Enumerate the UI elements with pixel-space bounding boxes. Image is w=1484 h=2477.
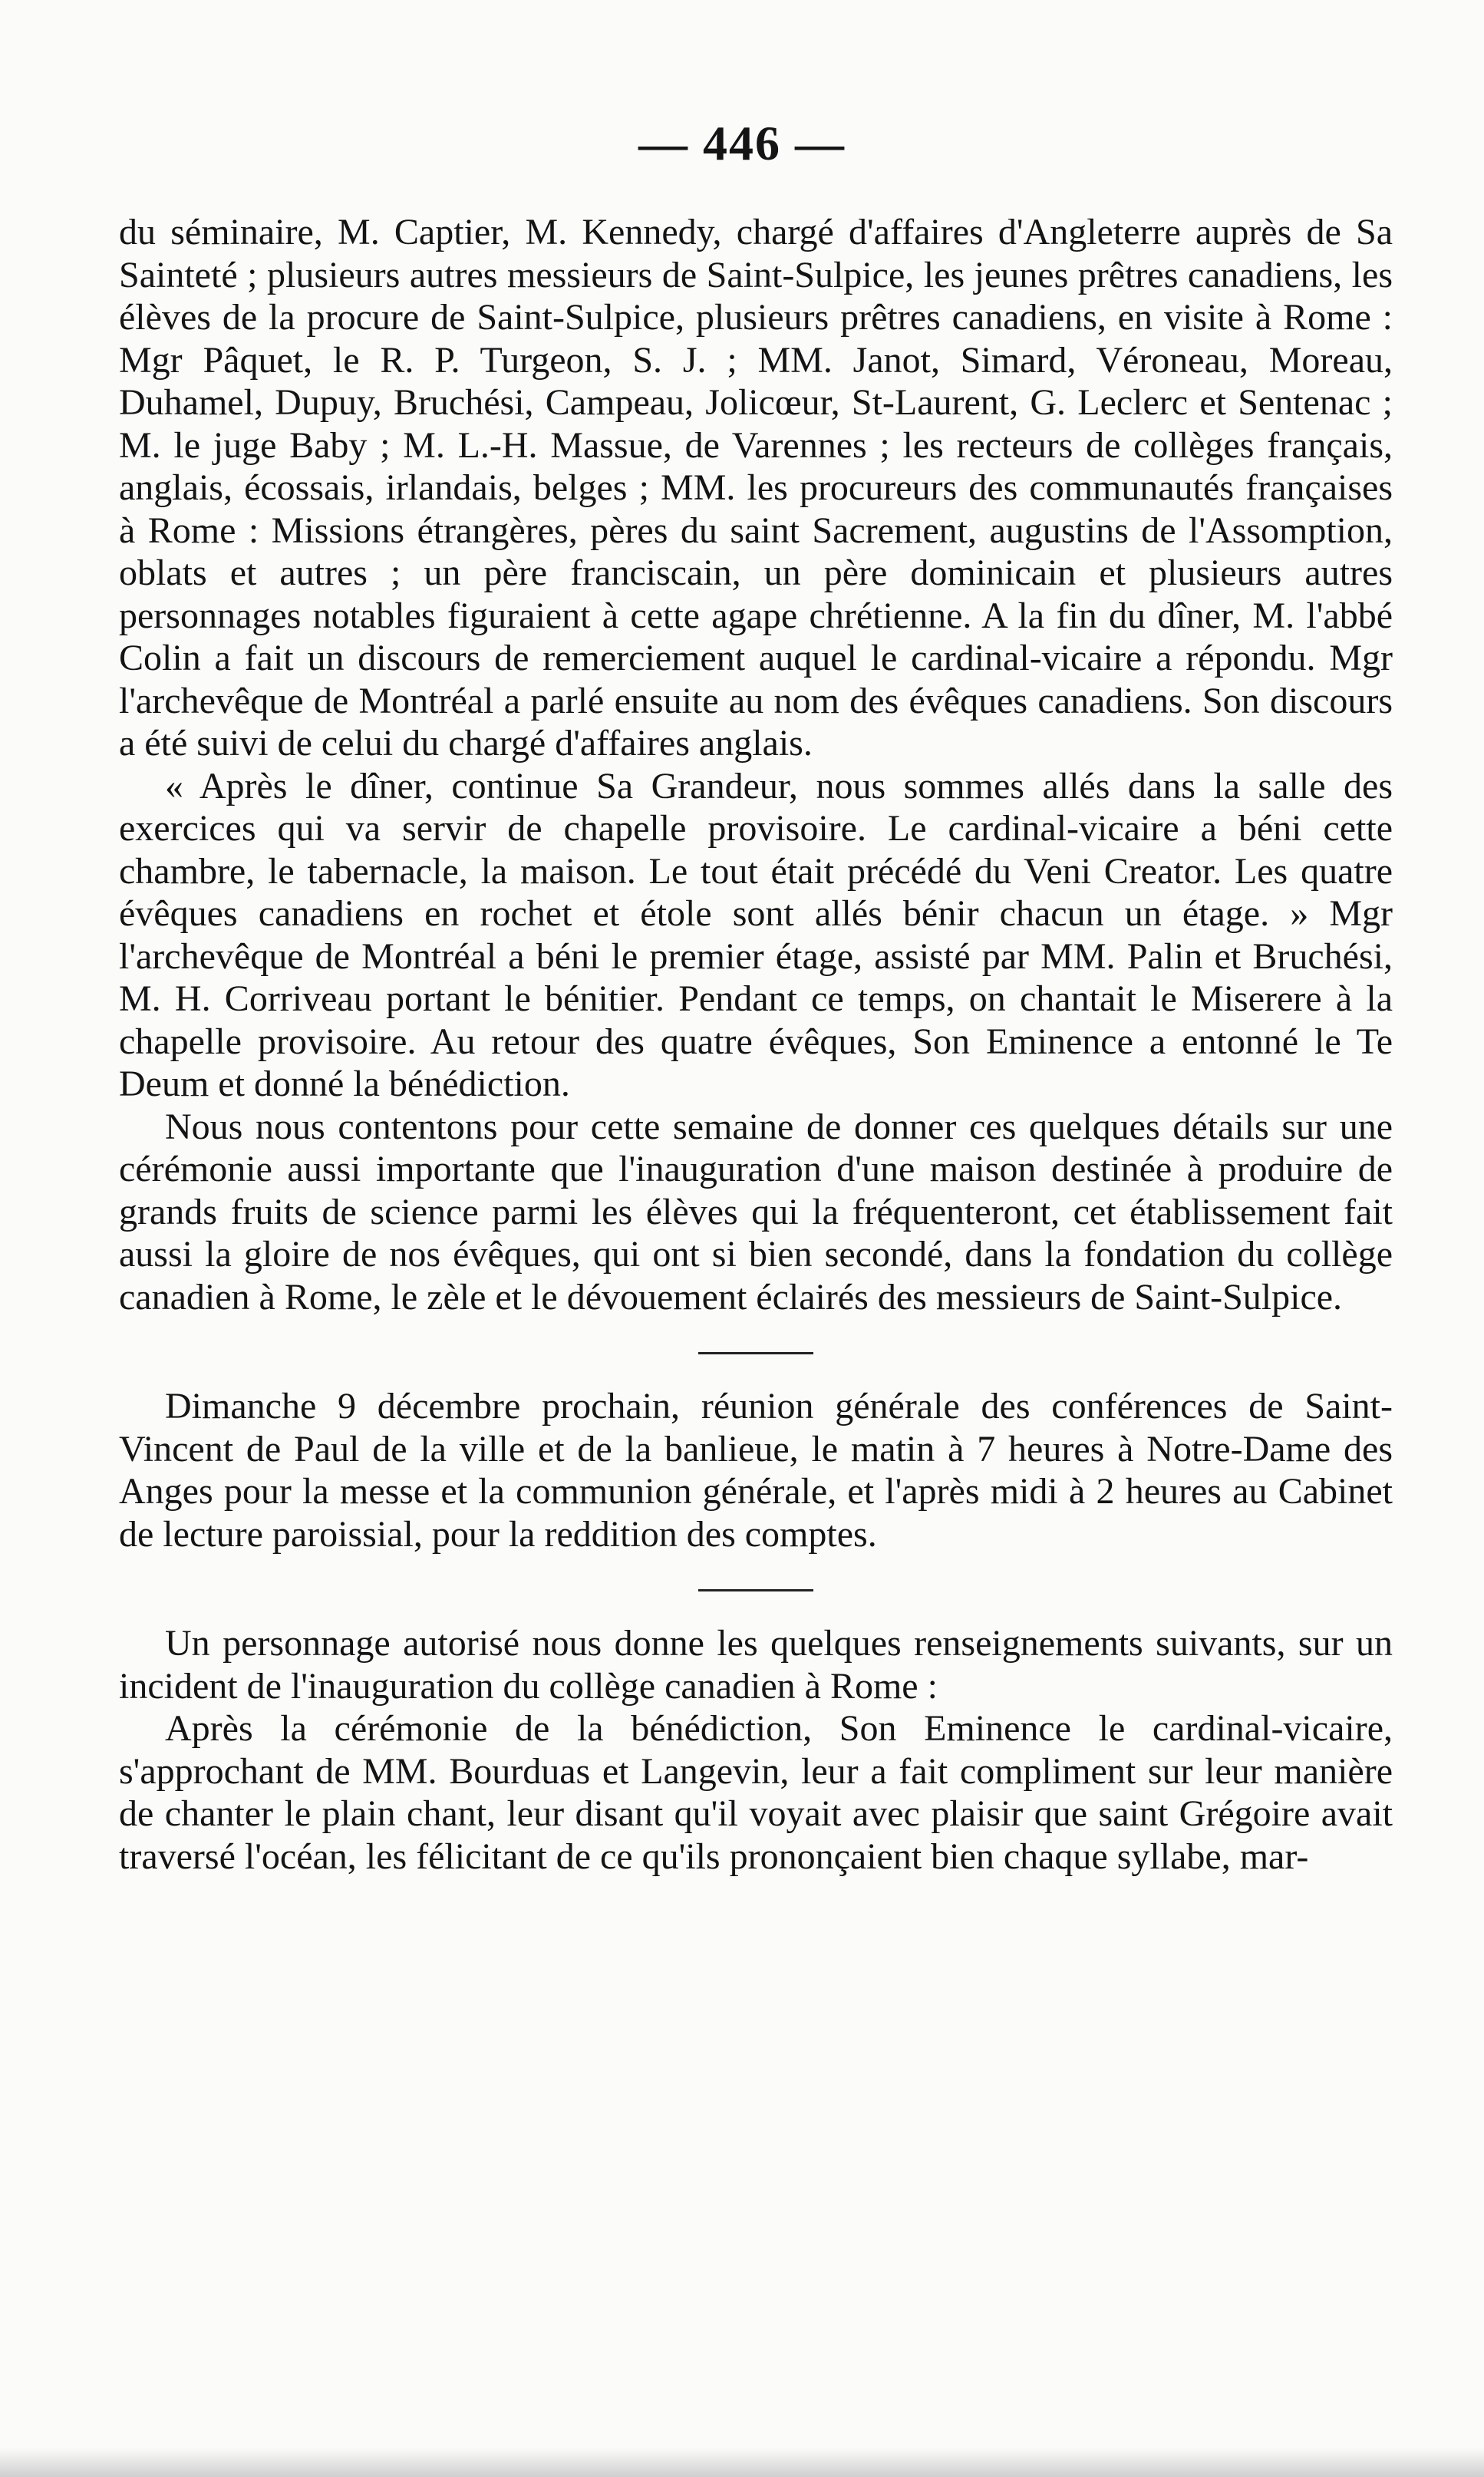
paragraph-blessing: « Après le dîner, continue Sa Grandeur, nous sommes allés dans la salle des exercices qui va servir de chapelle provisoire. Le cardinal-vicaire a béni cette chambre, le tabernacle, la maison. Le tout était précédé du Veni Creator. Les quatre évêques canadiens en rochet et étole sont allés bénir chacun un étage. » Mgr l'archevêque de Montréal a béni le premier étage, assisté par MM. Palin et Bruchési, M. H. Corriveau portant le bénitier. Pendant ce temps, on chantait le Miserere à la chapelle provisoire. Au retour des quatre évêques, Son Eminence a entonné le Te Deum et donné la bénédiction. — [119, 765, 1393, 1104]
paragraph-conclusion: Nous nous contentons pour cette semaine de donner ces quelques détails sur une cérémonie aussi importante que l'inauguration d'une maison destinée à produire de grands fruits de science parmi les élèves qui la fréquenteront, cet établissement fait aussi la gloire de nos évêques, qui ont si bien secondé, dans la fondation du collège canadien à Rome, le zèle et le dévouement éclairés des messieurs de Saint-Sulpice. — [119, 1106, 1393, 1318]
section-divider — [698, 1352, 813, 1354]
page-number: — 446 — — [638, 116, 846, 170]
page-bottom-edge — [0, 2448, 1484, 2477]
paragraph-incident-intro: Un personnage autorisé nous donne les quelques renseignements suivants, sur un incident de l'inauguration du collège canadien à Rome : — [119, 1623, 1393, 1707]
article-body — [119, 211, 1393, 1878]
paragraph-saint-vincent-meeting: Dimanche 9 décembre prochain, réunion générale des conférences de Saint-Vincent de Paul de la ville et de la banlieue, le matin à 7 heures à Notre-Dame des Anges pour la messe et la communion générale, et l'après midi à 2 heures au Cabinet de lecture paroissial, pour la reddition des comptes. — [119, 1386, 1393, 1555]
paragraph-dinner-guests: du séminaire, M. Captier, M. Kennedy, chargé d'affaires d'Angleterre auprès de Sa Sainteté ; plusieurs autres messieurs de Saint-Sulpice, les jeunes prêtres canadiens, les élèves de la procure de Saint-Sulpice, plusieurs prêtres canadiens, en visite à Rome : Mgr Pâquet, le R. P. Turgeon, S. J. ; MM. Janot, Simard, Véroneau, Moreau, Duhamel, Dupuy, Bruchési, Campeau, Jolicœur, St-Laurent, G. Leclerc et Sentenac ; M. le juge Baby ; M. L.-H. Massue, de Varennes ; les recteurs de collèges français, anglais, écossais, irlandais, belges ; MM. les procureurs des communautés françaises à Rome : Missions étrangères, pères du saint Sacrement, augustins de l'Assomption, oblats et autres ; un père franciscain, un père dominicain et plusieurs autres personnages notables figuraient à cette agape chrétienne. A la fin du dîner, M. l'abbé Colin a fait un discours de remerciement auquel le cardinal-vicaire a répondu. Mgr l'archevêque de Montréal a parlé ensuite au nom des évêques canadiens. Son discours a été suivi de celui du chargé d'affaires anglais. — [119, 212, 1393, 764]
paragraph-incident: Après la cérémonie de la bénédiction, Son Eminence le cardinal-vicaire, s'approchant de MM. Bourduas et Langevin, leur a fait compliment sur leur manière de chanter le plain chant, leur disant qu'il voyait avec plaisir que saint Grégoire avait traversé l'océan, les félicitant de ce qu'ils prononçaient bien chaque syllabe, mar- — [119, 1708, 1393, 1877]
section-divider — [698, 1589, 813, 1591]
